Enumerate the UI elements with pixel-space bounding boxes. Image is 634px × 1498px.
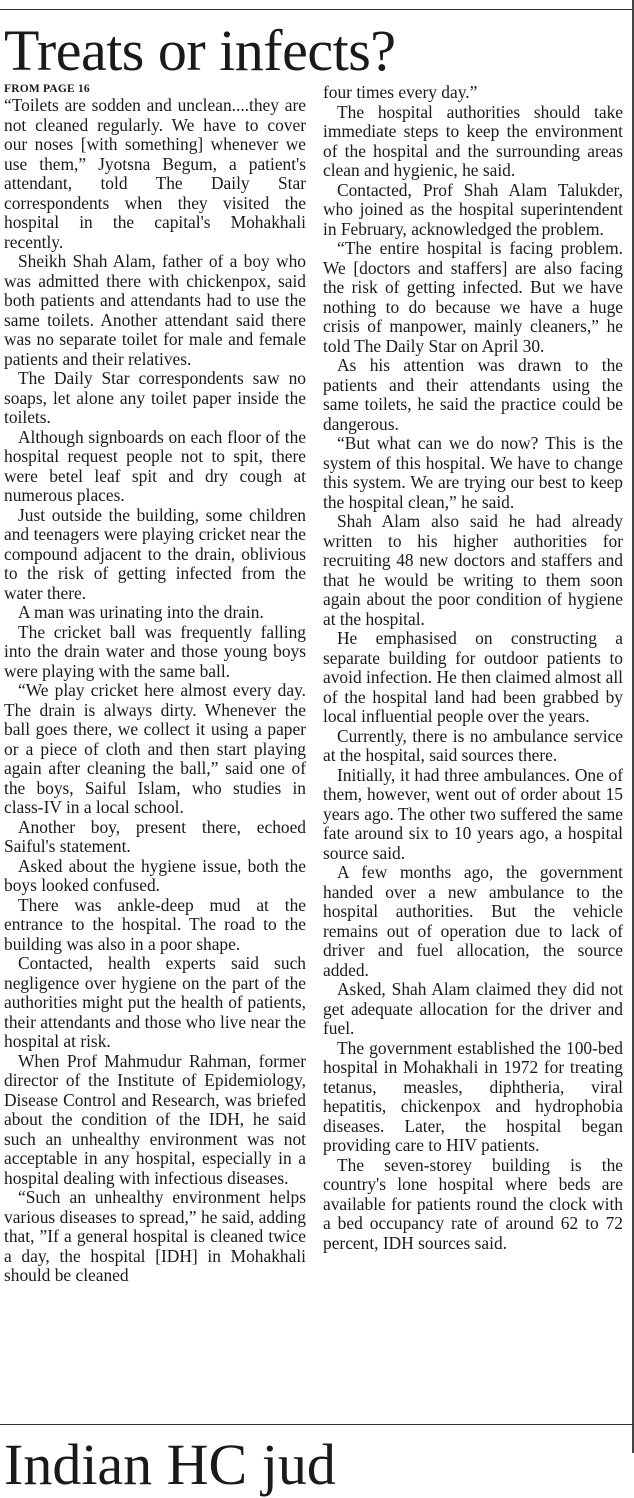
article-paragraph: The Daily Star correspondents saw no soaps, let alone any toilet paper inside the toilets. xyxy=(4,368,306,427)
article-paragraph: “Toilets are sodden and unclean....they are not cleaned regularly. We have to cover our noses [with something] whenever we use them,” Jyotsna Begum, a patient's attendant, told The Daily Star correspondents when they visited the hospital in the capital's Mohakhali recently. xyxy=(4,95,306,252)
article-paragraph: The hospital authorities should take immediate steps to keep the environment of the hospital and the surrounding areas clean and hygienic, he said. xyxy=(323,101,623,180)
next-article-headline: Indian HC jud xyxy=(4,1432,336,1497)
continued-from-label: FROM PAGE 16 xyxy=(4,83,90,95)
article-paragraph: He emphasised on constructing a separate building for outdoor patients to avoid infection. He then claimed almost all of the hospital land had been grabbed by local influential people over the years. xyxy=(323,628,623,726)
article-paragraph: Contacted, health experts said such negligence over hygiene on the part of the authorities might put the health of patients, their attendants and those who live near the hospital at risk. xyxy=(4,953,306,1051)
article-paragraph: Although signboards on each floor of the hospital request people not to spit, there were betel leaf spit and dry cough at numerous places. xyxy=(4,426,306,505)
article-paragraph: Asked, Shah Alam claimed they did not get adequate allocation for the driver and fuel. xyxy=(323,979,623,1038)
article-paragraph: Sheikh Shah Alam, father of a boy who was admitted there with chickenpox, said both patients and attendants had to use the same toilets. Another attendant said there was no separate toilet for male and female patients and their relatives. xyxy=(4,251,306,369)
article-paragraph: Asked about the hygiene issue, both the boys looked confused. xyxy=(4,855,306,895)
article-paragraph: Currently, there is no ambulance service at the hospital, said sources there. xyxy=(323,725,623,765)
article-paragraph: Initially, it had three ambulances. One of them, however, went out of order about 15 years ago. The other two suffered the same fate around six to 10 years ago, a hospital source said. xyxy=(323,764,623,863)
article-paragraph: The government established the 100-bed hospital in Mohakhali in 1972 for treating tetanus, measles, diphtheria, viral hepatitis, chickenpox and hydrophobia diseases. Later, the hospital began providing care to HIV patients. xyxy=(323,1037,623,1155)
article-paragraph: “But what can we do now? This is the system of this hospital. We have to change this system. We are trying our best to keep the hospital clean,” he said. xyxy=(323,433,623,512)
article-paragraph: There was ankle-deep mud at the entrance to the hospital. The road to the building was also in a poor shape. xyxy=(4,894,306,954)
column-gutter xyxy=(313,83,314,1423)
article-column-right xyxy=(323,83,623,1253)
article-paragraph: “The entire hospital is facing problem. We [doctors and staffers] are also facing the risk of getting infected. But we have nothing to do because we have a huge crisis of manpower, mainly cleaners,” he told The Daily Star on April 30. xyxy=(323,238,623,356)
article-paragraph: When Prof Mahmudur Rahman, former director of the Institute of Epidemiology, Disease Control and Research, was briefed about the condition of the IDH, he said such an unhealthy environment was not acceptable in any hospital, especially in a hospital dealing with infectious diseases. xyxy=(4,1050,306,1188)
article-paragraph: Another boy, present there, echoed Saiful's statement. xyxy=(4,816,306,856)
bottom-rule xyxy=(0,1424,634,1425)
article-paragraph: A few months ago, the government handed over a new ambulance to the hospital authorities. But the vehicle remains out of operation due to lack of driver and fuel allocation, the source added. xyxy=(323,862,623,980)
article-paragraph: “We play cricket here almost every day. The drain is always dirty. Whenever the ball goes there, we collect it using a paper or a piece of cloth and then start playing again after cleaning the ball,” said one of the boys, Saiful Islam, who studies in class-IV in a local school. xyxy=(4,680,306,817)
article-paragraph: “Such an unhealthy environment helps various diseases to spread,” he said, adding that, ”If a general hospital is cleaned twice a day, the hospital [IDH] in Mohakhali should be cleaned xyxy=(4,1187,306,1285)
article-paragraph: four times every day.” xyxy=(323,82,478,102)
top-rule xyxy=(0,9,634,10)
article-paragraph: The seven-storey building is the country's lone hospital where beds are available for patients round the clock with a bed occupancy rate of around 62 to 72 percent, IDH sources said. xyxy=(323,1154,623,1253)
article-paragraph: As his attention was drawn to the patients and their attendants using the same toilets, he said the practice could be dangerous. xyxy=(323,355,623,434)
article-paragraph: The cricket ball was frequently falling into the drain water and those young boys were playing with the same ball. xyxy=(4,621,306,681)
article-column-left xyxy=(4,83,306,1286)
article-paragraph: Just outside the building, some children and teenagers were playing cricket near the compound adjacent to the drain, oblivious to the risk of getting infected from the water there. xyxy=(4,504,306,603)
article-paragraph: Shah Alam also said he had already written to his higher authorities for recruiting 48 new doctors and staffers and that he would be writing to them soon again about the poor condition of hygiene at the hospital. xyxy=(323,511,623,629)
article-paragraph: A man was urinating into the drain. xyxy=(18,602,264,622)
article-paragraph: Contacted, Prof Shah Alam Talukder, who joined as the hospital superintendent in February, acknowledged the problem. xyxy=(323,179,623,239)
article-headline: Treats or infects? xyxy=(4,18,396,83)
